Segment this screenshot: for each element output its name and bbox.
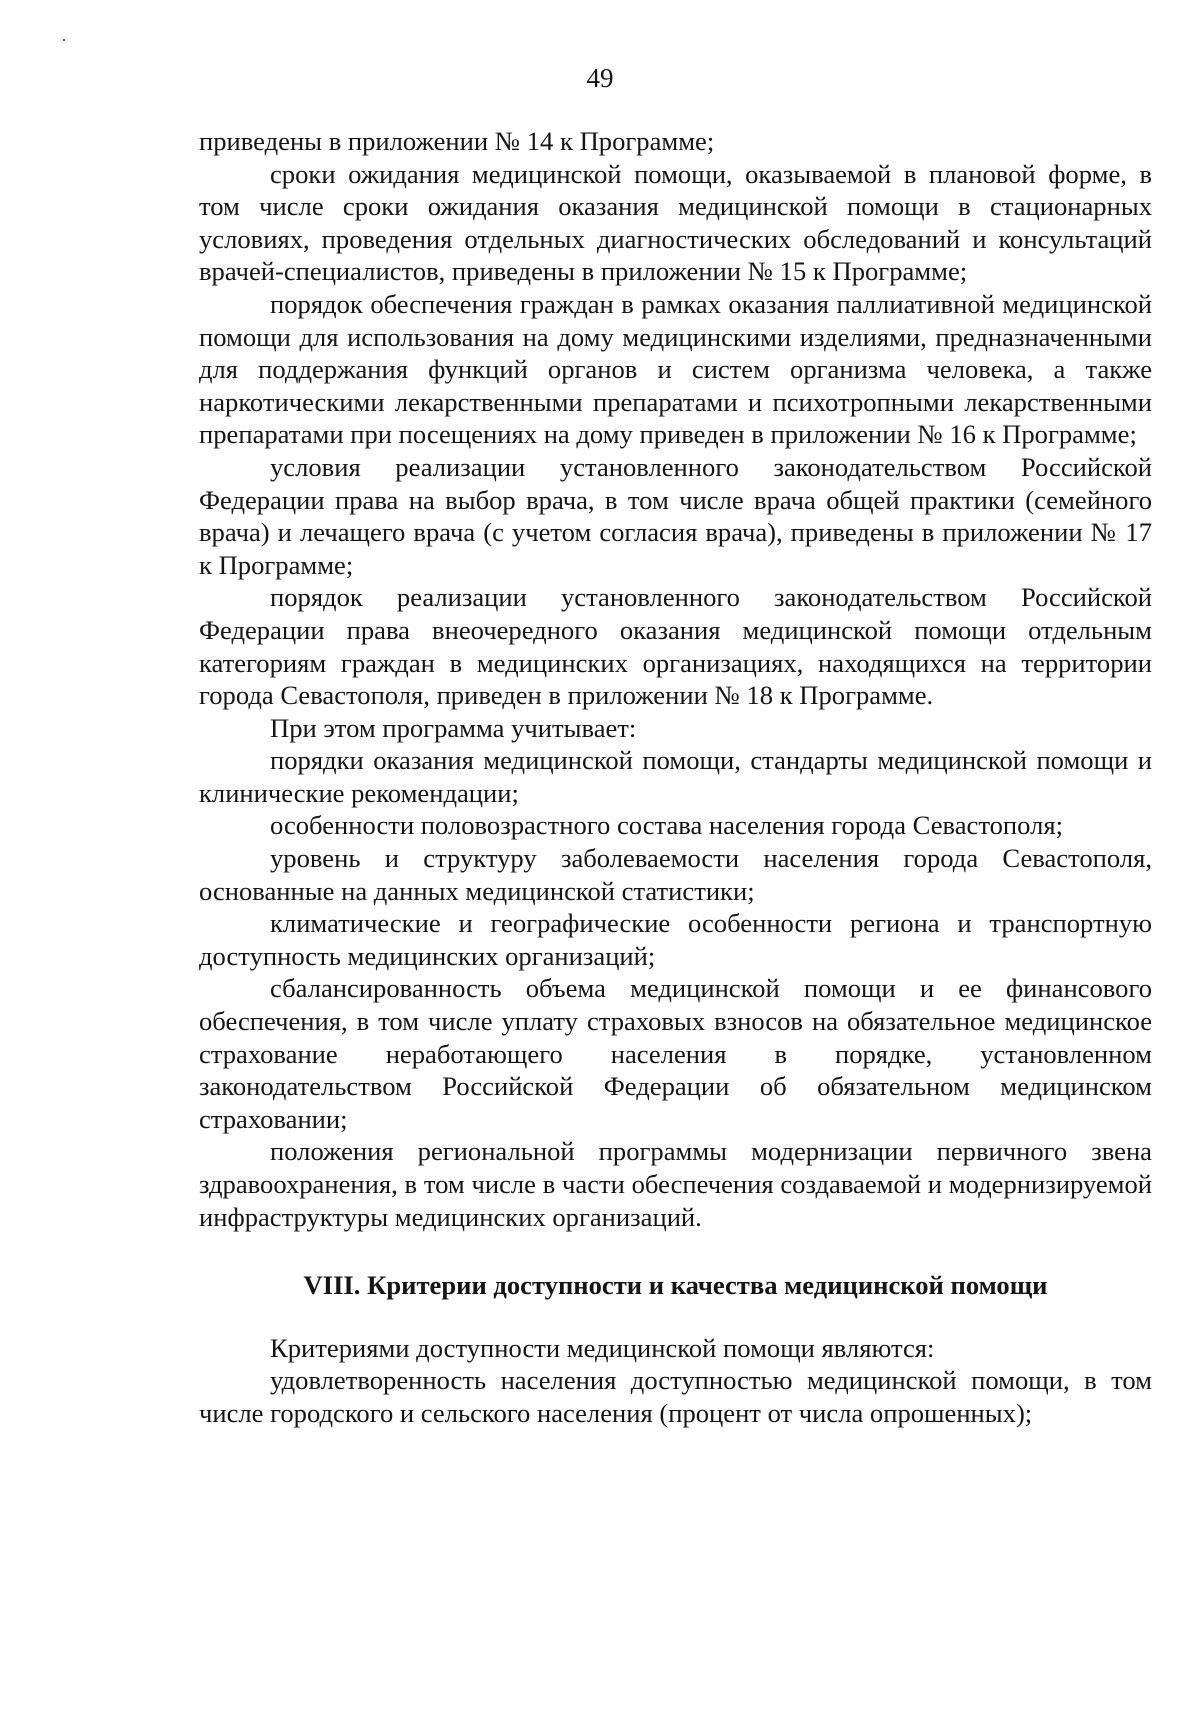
paragraph-program-considers: При этом программа учитывает: <box>270 712 637 743</box>
paragraph-morbidity: уровень и структуру заболеваемости населения города Севастополя, основанные на данных медицинской статистики; <box>199 843 1152 906</box>
paragraph-satisfaction: удовлетворенность населения доступностью медицинской помощи, в том числе городского и сельского населения (процент от числа опрошенных); <box>199 1365 1152 1428</box>
paragraph-climate-geography: климатические и географические особенности региона и транспортную доступность медицинских организаций; <box>199 908 1152 971</box>
paragraph-population-structure: особенности половозрастного состава населения города Севастополя; <box>270 810 1063 841</box>
scan-speck <box>63 39 65 41</box>
paragraph-accessibility-criteria: Критериями доступности медицинской помощи являются: <box>270 1332 935 1363</box>
paragraph-care-standards: порядки оказания медицинской помощи, стандарты медицинской помощи и клинические рекомендации; <box>199 745 1152 808</box>
paragraph-modernization: положения региональной программы модернизации первичного звена здравоохранения, в том числе в части обеспечения создаваемой и модернизируемой инфраструктуры медицинских организаций. <box>199 1136 1152 1232</box>
paragraph-priority-care: порядок реализации установленного законодательством Российской Федерации права внеочередного оказания медицинской помощи отдельным категориям граждан в медицинских организациях, находящихся на территории города Севастополя, приведен в приложении № 18 к Программе. <box>199 582 1152 711</box>
paragraph-choice-of-doctor: условия реализации установленного законодательством Российской Федерации права на выбор врача, в том числе врача общей практики (семейного врача) и лечащего врача (с учетом согласия врача), приведены в приложении № 17 к Программе; <box>199 451 1152 580</box>
section-heading: VIII. Критерии доступности и качества медицинской помощи <box>303 1270 1048 1301</box>
paragraph-palliative-care: порядок обеспечения граждан в рамках оказания паллиативной медицинской помощи для использования на дому медицинскими изделиями, предназначенными для поддержания функций органов и систем организма человека, а также наркотическими лекарственными препаратами и психотропными лекарственными препаратами при посещениях на дому приведен в приложении № 16 к Программе; <box>199 288 1152 450</box>
page-number: 49 <box>586 63 614 93</box>
document-body <box>199 125 1152 1430</box>
paragraph-appendix-14: приведены в приложении № 14 к Программе; <box>199 126 715 156</box>
paragraph-financial-balance: сбалансированность объема медицинской помощи и ее финансового обеспечения, в том числе уплату страховых взносов на обязательное медицинское страхование неработающего населения в порядке, установленном законодательством Российской Федерации об обязательном медицинском страховании; <box>199 973 1152 1134</box>
paragraph-waiting-times: сроки ожидания медицинской помощи, оказываемой в плановой форме, в том числе сроки ожидания оказания медицинской помощи в стационарных условиях, проведения отдельных диагностических обследований и консультаций врачей-специалистов, приведены в приложении № 15 к Программе; <box>199 158 1152 287</box>
